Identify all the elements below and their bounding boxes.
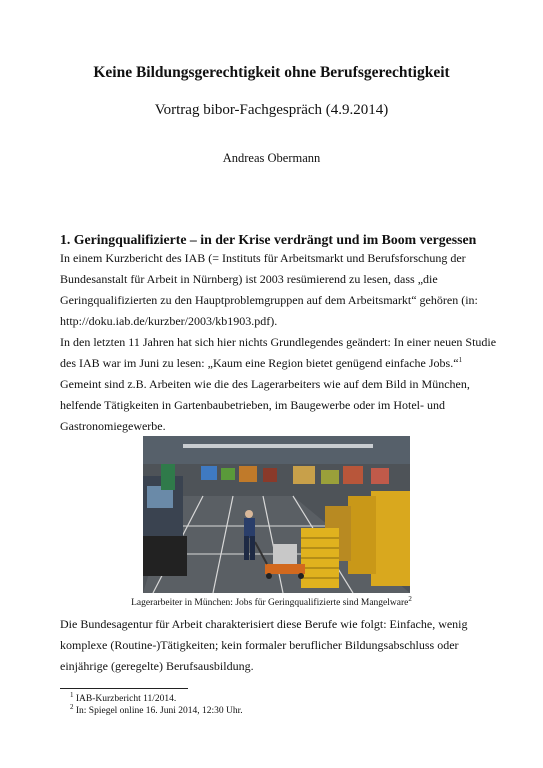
footnote-1 [70, 690, 177, 704]
footnote-text: In: Spiegel online 16. Juni 2014, 12:30 Uhr. [75, 706, 243, 716]
paragraph-line: komplexe (Routine-)Tätigkeiten; kein formaler beruflicher Bildungsabschluss oder [60, 638, 459, 652]
caption-text: Lagerarbeiter in München: Jobs für Geringqualifizierte sind Mangelware [131, 598, 409, 608]
paragraph-2 [60, 332, 497, 437]
paragraph-line: http://doku.iab.de/kurzber/2003/kb1903.pdf). [60, 314, 278, 328]
section-heading: 1. Geringqualifizierte – in der Krise verdrängt und im Boom vergessen [60, 232, 477, 247]
paragraph-line: In den letzten 11 Jahren hat sich hier nichts Grundlegendes geändert: In einer neuen Studie [60, 335, 497, 349]
paragraph-line: Geringqualifizierten zu den Hauptproblemgruppen auf dem Arbeitsmarkt“ gehören (in: [60, 293, 478, 307]
footnote-number: 2 [70, 702, 74, 711]
paragraph-1 [60, 248, 480, 332]
footnote-number: 1 [70, 690, 74, 699]
warehouse-photo [143, 436, 410, 593]
paragraph-line [60, 353, 480, 374]
paragraph-line: helfende Tätigkeiten in Gartenbaubetrieben, im Baugewerbe oder im Hotel- und [60, 398, 445, 412]
paragraph-line: Gastronomiegewerbe. [60, 419, 166, 433]
footnote-ref: 1 [458, 356, 463, 364]
figure-caption [0, 594, 543, 608]
document-title: Keine Bildungsgerechtigkeit ohne Berufsgerechtigkeit [93, 64, 450, 81]
paragraph-3 [60, 614, 480, 677]
paragraph-line: einjährige (geregelte) Berufsausbildung. [60, 659, 254, 673]
footnote-separator [60, 688, 188, 689]
paragraph-line: Bundesanstalt für Arbeit in Nürnberg) ist 2003 resümierend zu lesen, dass „die [60, 272, 438, 286]
author-name: Andreas Obermann [222, 151, 321, 165]
paragraph-line: Die Bundesagentur für Arbeit charakterisiert diese Berufe wie folgt: Einfache, wenig [60, 617, 468, 631]
footnote-ref: 2 [408, 594, 412, 603]
document-subtitle: Vortrag bibor-Fachgespräch (4.9.2014) [154, 102, 389, 118]
footnote-text: IAB-Kurzbericht 11/2014. [75, 694, 177, 704]
paragraph-line: In einem Kurzbericht des IAB (= Instituts für Arbeitsmarkt und Berufsforschung der [60, 251, 466, 265]
paragraph-text: des IAB war im Juni zu lesen: „Kaum eine Region bietet genügend einfache Jobs.“ [60, 356, 459, 370]
footnote-2 [70, 702, 243, 716]
paragraph-line: Gemeint sind z.B. Arbeiten wie die des Lagerarbeiters wie auf dem Bild in München, [60, 377, 470, 391]
